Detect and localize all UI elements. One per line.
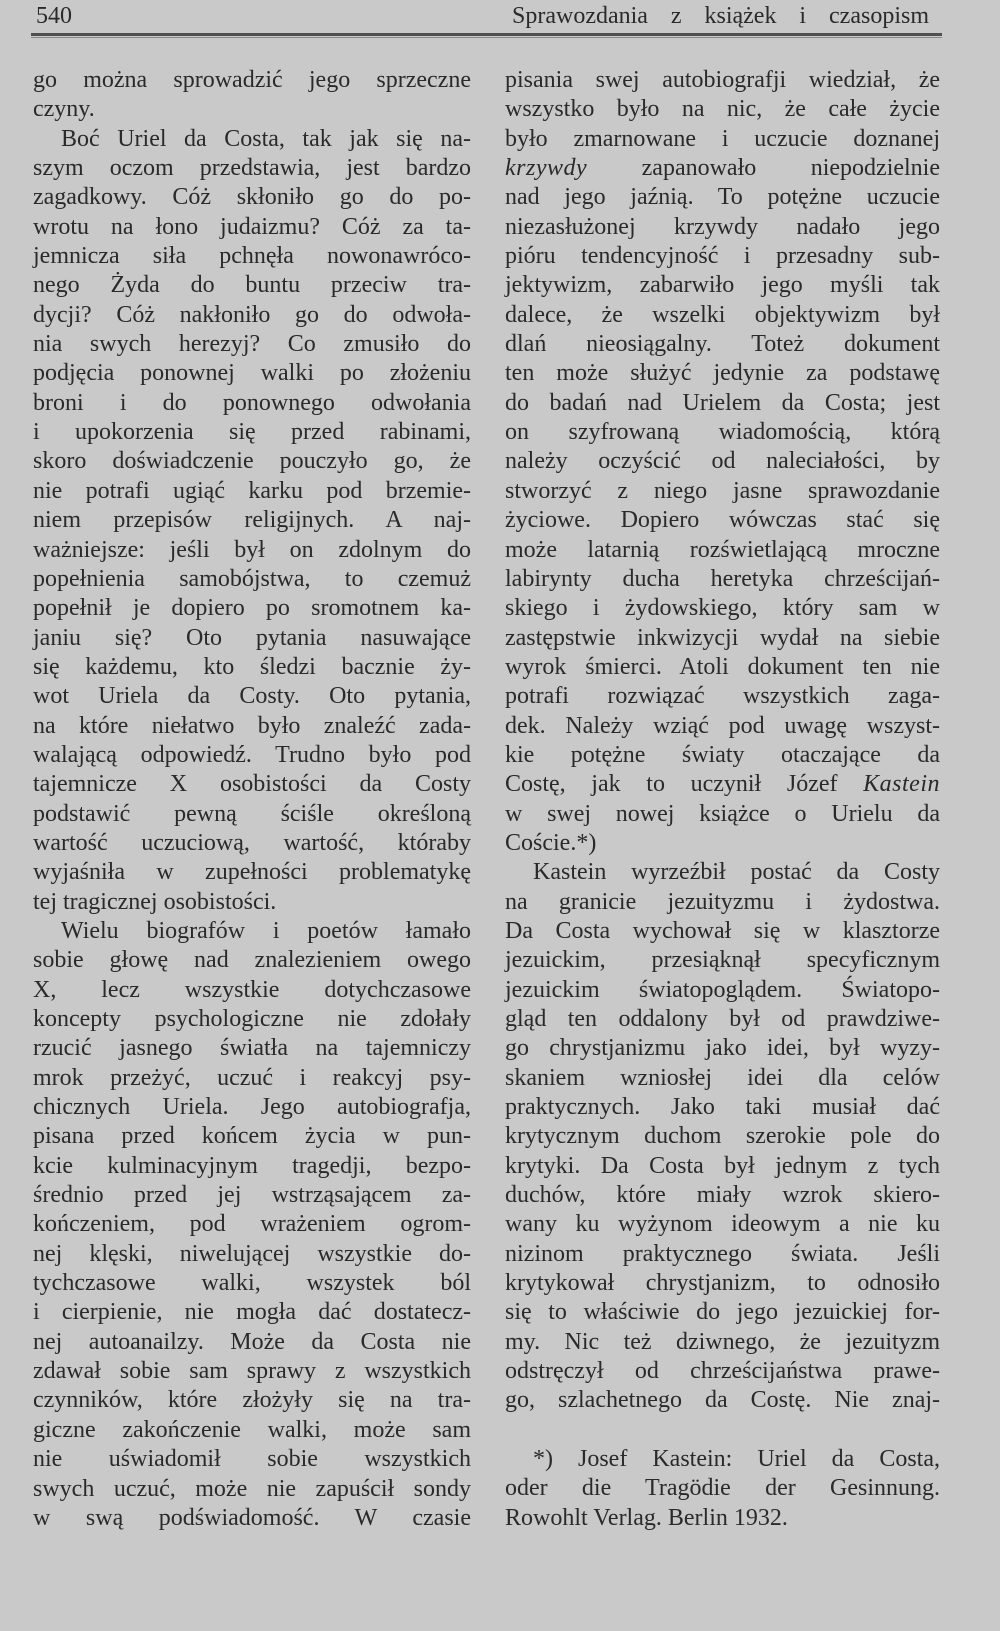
right-column-line: pióru tendencyjność i przesadny sub-	[505, 243, 940, 270]
right-column-line: praktycznych. Jako taki musiał dać	[505, 1094, 940, 1121]
left-column-line: się każdemu, kto śledzi bacznie ży-	[33, 653, 471, 680]
left-column-line: nej autoanailzy. Może da Costa nie	[33, 1328, 471, 1355]
right-column-line: było zmarnowane i uczucie doznanej	[505, 125, 940, 152]
left-column-line: nia swych herezyj? Co zmusiło do	[33, 331, 471, 358]
right-column-line: nizinom praktycznego świata. Jeśli	[505, 1240, 940, 1267]
left-column-line: popełnienia samobójstwa, to czemuż	[33, 565, 471, 592]
right-column-line: on szyfrowaną wiadomością, którą	[505, 419, 940, 446]
left-column-line: wartość uczuciową, wartość, któraby	[33, 829, 471, 856]
left-column-line: czynników, które złożyły się na tra-	[33, 1387, 471, 1414]
right-column-line	[505, 770, 940, 799]
right-column-line: może latarnią rozświetlającą mroczne	[505, 536, 940, 563]
right-column-line: potrafi rozwiązać wszystkich zaga-	[505, 683, 940, 710]
right-column-line: pisania swej autobiografji wiedział, że	[505, 67, 940, 93]
left-column-line: i upokorzenia się przed rabinami,	[33, 419, 471, 446]
footnote-line: *) Josef Kastein: Uriel da Costa,	[533, 1446, 940, 1472]
page-number: 540	[36, 3, 72, 29]
right-column-line: jektywizm, zabarwiło jego myśli tak	[505, 272, 940, 299]
left-column-line: Boć Uriel da Costa, tak jak się na-	[61, 125, 471, 152]
italic-author-name: Kastein	[863, 771, 940, 798]
footnote-line: oder die Tragödie der Gesinnung.	[505, 1475, 940, 1502]
right-column-line: dlań nieosiągalny. Toteż dokument	[505, 331, 940, 358]
left-column-line: szym oczom przedstawia, jest bardzo	[33, 155, 471, 182]
right-column-line: życiowe. Dopiero wówczas stać się	[505, 507, 940, 534]
left-column-line: Wielu biografów i poetów łamało	[61, 917, 471, 944]
left-column-line: rzucić jasnego światła na tajemniczy	[33, 1035, 471, 1062]
left-column-line: janiu się? Oto pytania nasuwające	[33, 624, 471, 651]
right-column-line	[505, 154, 940, 183]
left-column-line: wyjaśniła w zupełności problematykę	[33, 859, 471, 886]
right-column-line: my. Nic też dziwnego, że jezuityzm	[505, 1328, 940, 1355]
left-column-line: mrok przeżyć, uczuć i reakcyj psy-	[33, 1064, 471, 1091]
right-column-line: skaniem wzniosłej idei dla celów	[505, 1064, 940, 1091]
left-column-line: czyny.	[33, 96, 95, 123]
header-rule-thin	[31, 37, 942, 38]
left-column-line: chicznych Uriela. Jego autobiografja,	[33, 1094, 471, 1121]
running-title: Sprawozdania z książek i czasopism	[512, 3, 929, 29]
left-column-line: nej klęski, niwelującej wszystkie do-	[33, 1240, 471, 1267]
right-column-line: jezuickim światopoglądem. Światopo-	[505, 976, 940, 1003]
left-column-line: i cierpienie, nie mogła dać dostatecz-	[33, 1299, 471, 1326]
footnote-line: Rowohlt Verlag. Berlin 1932.	[505, 1504, 788, 1531]
left-column-line: tajemnicze X osobistości da Costy	[33, 771, 471, 798]
right-column-line: niezasłużonej krzywdy nadało jego	[505, 213, 940, 240]
left-column-line: zagadkowy. Cóż skłoniło go do po-	[33, 184, 471, 211]
left-column-line: wrotu na łono judaizmu? Cóż za ta-	[33, 213, 471, 240]
left-column-line: skoro doświadczenie pouczyło go, że	[33, 448, 471, 475]
left-column-line: kcie kulminacyjnym tragedji, bezpo-	[33, 1152, 471, 1179]
header-rule	[31, 33, 942, 36]
right-column-line: krytyki. Da Costa był jednym z tych	[505, 1152, 940, 1179]
right-column	[505, 66, 940, 1416]
footnote	[505, 1445, 940, 1533]
right-column-line: labirynty ducha heretyka chrześcijań-	[505, 565, 940, 592]
right-column-line: krytycznym duchom szerokie pole do	[505, 1123, 940, 1150]
left-column-line: niem przepisów religijnych. A naj-	[33, 507, 471, 534]
right-column-line: w swej nowej książce o Urielu da	[505, 800, 940, 827]
left-column-line: swych uczuć, może nie zapuścił sondy	[33, 1475, 471, 1502]
right-column-line: ten może służyć jedynie za podstawę	[505, 360, 940, 387]
left-column-line: ważniejsze: jeśli był on zdolnym do	[33, 536, 471, 563]
right-column-line: Coście.*)	[505, 829, 597, 856]
left-column-line: podjęcia ponownej walki po złożeniu	[33, 360, 471, 387]
left-column-line: wot Uriela da Costy. Oto pytania,	[33, 683, 471, 710]
left-column	[33, 66, 471, 1533]
left-column-line: jemnicza siła pchnęła nowonawróco-	[33, 243, 471, 270]
left-column-line: podstawić pewną ściśle określoną	[33, 800, 471, 827]
left-column-line: nie uświadomił sobie wszystkich	[33, 1446, 471, 1473]
left-column-line: walającą odpowiedź. Trudno było pod	[33, 741, 471, 768]
line-text: Costę, jak to uczynił Józef	[505, 771, 864, 798]
right-column-line: się to właściwie do jego jezuickiej for-	[505, 1299, 940, 1326]
right-column-line: do badań nad Urielem da Costa; jest	[505, 389, 940, 416]
right-column-line: dalece, że wszelki objektywizm był	[505, 301, 940, 328]
right-column-line: należy oczyścić od naleciałości, by	[505, 448, 940, 475]
left-column-line: X, lecz wszystkie dotychczasowe	[33, 976, 471, 1003]
right-column-line: kie potężne światy otaczające da	[505, 741, 940, 768]
left-column-line: broni i do ponownego odwołania	[33, 389, 471, 416]
right-column-line: dek. Należy wziąć pod uwagę wszyst-	[505, 712, 940, 739]
right-column-line: wszystko było na nic, że całe życie	[505, 96, 940, 123]
left-column-line: tychczasowe walki, wszystek ból	[33, 1270, 471, 1297]
right-column-line: skiego i żydowskiego, który sam w	[505, 595, 940, 622]
right-column-line: gląd ten oddalony był od prawdziwe-	[505, 1006, 940, 1032]
left-column-line: kończeniem, pod wrażeniem ogrom-	[33, 1211, 471, 1238]
left-column-line: koncepty psychologiczne nie zdołały	[33, 1006, 471, 1032]
right-column-line: stworzyć z niego jasne sprawozdanie	[505, 477, 940, 504]
left-column-line: zdawał sobie sam sprawy z wszystkich	[33, 1358, 471, 1385]
right-column-line: duchów, które miały wzrok skiero-	[505, 1182, 940, 1209]
line-text: zapanowało niepodzielnie	[587, 155, 940, 182]
right-column-line: zastępstwie inkwizycji wydał na siebie	[505, 624, 940, 651]
left-column-line: tej tragicznej osobistości.	[33, 888, 277, 915]
right-column-line: go chrystjanizmu jako idei, był wyzy-	[505, 1035, 940, 1062]
right-column-line: na granicie jezuityzmu i żydostwa.	[505, 888, 940, 915]
right-column-line: go, szlachetnego da Costę. Nie znaj-	[505, 1387, 940, 1414]
right-column-line: wany ku wyżynom ideowym a nie ku	[505, 1211, 940, 1238]
right-column-line: nad jego jaźnią. To potężne uczucie	[505, 184, 940, 211]
right-column-line: wyrok śmierci. Atoli dokument ten nie	[505, 653, 940, 680]
left-column-line: średnio przed jej wstrząsającem za-	[33, 1182, 471, 1209]
left-column-line: na które niełatwo było znaleźć zada-	[33, 712, 471, 739]
right-column-line: krytykował chrystjanizm, to odnosiło	[505, 1270, 940, 1297]
italic-word: krzywdy	[505, 155, 588, 182]
left-column-line: nie potrafi ugiąć karku pod brzemie-	[33, 477, 471, 504]
left-column-line: dycji? Cóż nakłoniło go do odwoła-	[33, 301, 471, 328]
right-column-line: Da Costa wychował się w klasztorze	[505, 917, 940, 944]
right-column-line: Kastein wyrzeźbił postać da Costy	[533, 859, 940, 886]
left-column-line: go można sprowadzić jego sprzeczne	[33, 67, 471, 93]
left-column-line: pisana przed końcem życia w pun-	[33, 1123, 471, 1150]
right-column-line: odstręczył od chrześcijaństwa prawe-	[505, 1358, 940, 1385]
left-column-line: popełnił je dopiero po sromotnem ka-	[33, 595, 471, 622]
left-column-line: sobie głowę nad znalezieniem owego	[33, 947, 471, 974]
left-column-line: giczne zakończenie walki, może sam	[33, 1416, 471, 1443]
left-column-line: nego Żyda do buntu przeciw tra-	[33, 272, 471, 299]
right-column-line: jezuickim, przesiąknął specyficznym	[505, 947, 940, 974]
left-column-line: w swą podświadomość. W czasie	[33, 1504, 471, 1531]
